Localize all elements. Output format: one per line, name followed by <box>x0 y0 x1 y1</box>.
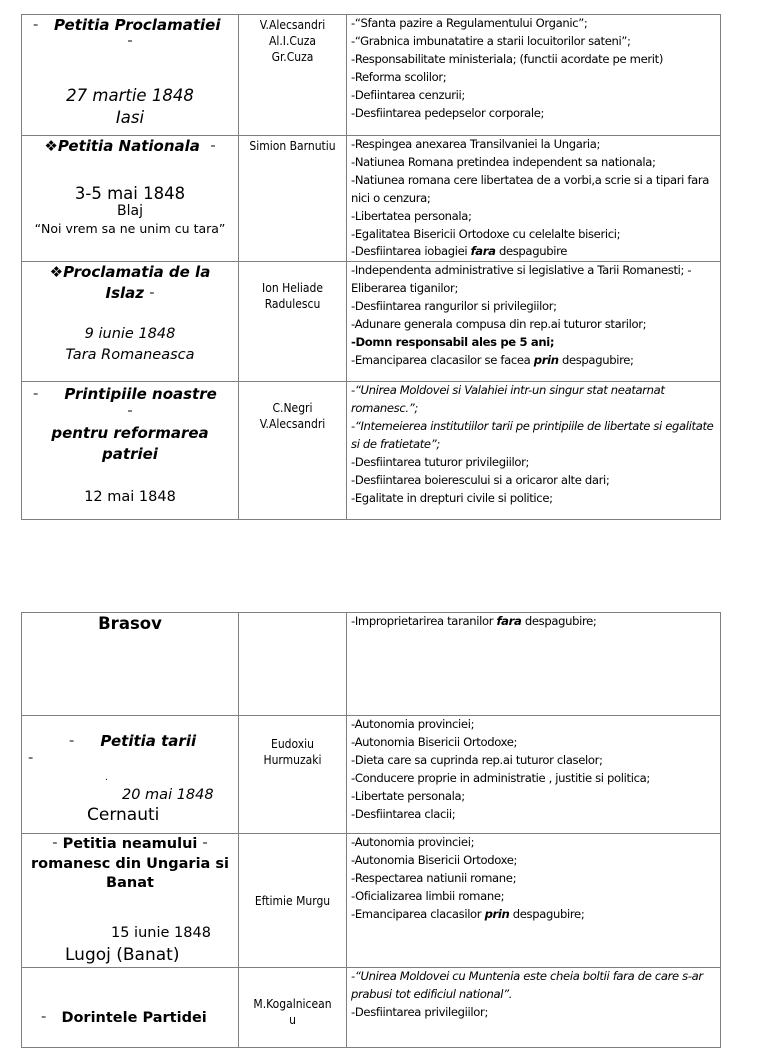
petition-title: Petitia tarii <box>100 732 197 750</box>
marker-icon: ⁼ <box>28 755 34 766</box>
provisions-cell <box>347 613 721 716</box>
provision-item: -Adunare generala compusa din rep.ai tuturor starilor; <box>351 317 647 332</box>
provision-item: -Natiunea romana cere libertatea de a vorbi,a scrie si a tipari fara nici o cenzura; <box>351 172 710 205</box>
author-name: Eudoxiu <box>271 737 314 751</box>
provision-text: -Improprietarirea taranilor <box>351 614 497 628</box>
provisions-cell <box>347 382 721 520</box>
provision-item: -Conducere proprie in administratie , justitie si politica; <box>351 770 650 785</box>
provision-item: -Libertate personala; <box>351 788 465 803</box>
provision-item: -Desfiintarea privilegiilor; <box>351 1004 489 1019</box>
provision-text: -Desfiintarea iobagiei <box>351 244 471 259</box>
table-row <box>22 262 721 382</box>
provision-item: -Libertatea personala; <box>351 208 472 223</box>
table-row <box>22 15 721 136</box>
table-row <box>22 613 721 716</box>
provision-item: -“Intemeierea institutiilor tarii pe printipiile de libertate si egalitate si de fratietate”; <box>351 419 714 452</box>
marker-icon: ⁼ <box>69 738 75 749</box>
petition-date: 15 iunie 1848 <box>111 925 211 941</box>
marker-icon: ⁼ <box>33 391 39 403</box>
table-row <box>22 968 721 1048</box>
authors-cell <box>239 262 347 382</box>
authors-cell <box>239 15 347 136</box>
provision-item: -Desfiintarea boierescului si a oricaror alte dari; <box>351 472 610 487</box>
author-name: Al.I.Cuza <box>268 34 317 48</box>
table-bottom <box>21 612 721 1048</box>
marker-icon: ⁼ <box>202 840 208 851</box>
petition-title: romanesc din Ungaria si <box>31 856 229 872</box>
provision-item: -Responsabilitate ministeriala; (functii acordate pe merit) <box>351 51 664 66</box>
provision-item <box>351 352 720 370</box>
diamond-bullet-icon: ❖ <box>44 137 58 155</box>
provision-item: -Autonomia provinciei; <box>351 835 475 849</box>
author-name: Radulescu <box>264 297 321 312</box>
petition-cell <box>22 15 239 136</box>
marker-icon: ⁼ <box>52 840 58 851</box>
petition-cell <box>22 613 239 716</box>
provision-item: -Defiintarea cenzurii; <box>351 87 465 102</box>
provision-emphasis: fara <box>470 244 496 259</box>
provision-text: despagubire; <box>509 906 585 921</box>
marker-icon: ⁼ <box>127 408 133 420</box>
petition-title: pentru reformarea patriei <box>51 424 209 464</box>
provision-item: -Reforma scolilor; <box>351 69 447 84</box>
petition-cell <box>22 262 239 382</box>
author-name: Gr.Cuza <box>271 50 314 64</box>
authors-cell <box>239 613 347 716</box>
author-name: Ion Heliade <box>262 281 323 296</box>
petition-title: Petitia Nationala <box>57 137 200 155</box>
diamond-bullet-icon: ❖ <box>49 263 64 282</box>
provision-item: -“Grabnica imbunatatire a starii locuitorilor sateni”; <box>351 33 631 48</box>
provisions-cell <box>347 262 721 382</box>
provisions-cell <box>347 716 721 834</box>
provision-emphasis: fara <box>496 614 522 628</box>
petition-place: Lugoj (Banat) <box>65 945 180 965</box>
petition-place: Iasi <box>115 108 145 127</box>
authors-cell <box>239 136 347 262</box>
provision-text: despagubire <box>495 244 568 259</box>
petition-title: Petitia Proclamatiei <box>53 16 221 34</box>
petition-quote: “Noi vrem sa ne unim cu tara” <box>34 221 226 236</box>
table-row <box>22 136 721 262</box>
author-name: C.Negri <box>272 401 313 416</box>
provision-text: despagubire; <box>558 352 634 367</box>
petition-place: Tara Romaneasca <box>65 347 195 364</box>
provision-item: -Respingea anexarea Transilvaniei la Ungaria; <box>351 137 601 151</box>
provision-item: -Desfiintarea tuturor privilegiilor; <box>351 454 530 469</box>
petition-cell <box>22 968 239 1048</box>
provisions-cell <box>347 834 721 968</box>
provision-text: despagubire; <box>521 614 597 628</box>
provision-item: -Egalitate in drepturi civile si politice; <box>351 490 553 505</box>
petition-date: 27 martie 1848 <box>66 86 194 105</box>
provision-emphasis: prin <box>484 906 510 921</box>
provision-item: -“Unirea Moldovei si Valahiei intr-un singur stat neatarnat romanesc.”; <box>351 383 665 416</box>
author-name: Hurmuzaki <box>263 753 322 767</box>
table-top <box>21 14 721 520</box>
provision-item: -Desfiintarea clacii; <box>351 806 456 821</box>
provision-item <box>351 906 720 924</box>
author-name: V.Alecsandri <box>259 18 326 32</box>
author-name: M.Kogalnicean <box>253 997 332 1011</box>
author-name: V.Alecsandri <box>259 417 326 432</box>
provisions-cell <box>347 136 721 262</box>
petition-title: Islaz <box>105 284 144 303</box>
table-row <box>22 382 721 520</box>
provision-item: -Natiunea Romana pretindea independent sa nationala; <box>351 154 656 169</box>
petition-date: 20 mai 1848 <box>122 787 214 803</box>
table-row <box>22 834 721 968</box>
marker-icon: ⁼ <box>149 290 155 302</box>
author-name: u <box>289 1013 296 1027</box>
authors-cell <box>239 968 347 1048</box>
author-name: Simion Barnutiu <box>249 139 336 153</box>
marker-icon: ⁼ <box>127 38 133 49</box>
provision-item: -Dieta care sa cuprinda rep.ai tuturor claselor; <box>351 752 603 767</box>
provision-item: -“Sfanta pazire a Regulamentului Organic”; <box>351 16 588 30</box>
marker-icon: ⁼ <box>33 22 39 33</box>
petition-title: Petitia neamului <box>62 836 198 852</box>
provision-emphasis: prin <box>533 352 559 367</box>
provision-item: -“Unirea Moldovei cu Muntenia este cheia boltii fara de care s-ar prabusi tot edificiul national”. <box>351 969 703 1001</box>
provision-item: -Desfiintarea rangurilor si privilegiilor; <box>351 299 557 314</box>
provision-item: -Desfiintarea pedepselor corporale; <box>351 105 545 120</box>
provision-text: -Emanciparea clacasilor se facea <box>351 352 534 367</box>
provision-item <box>351 613 720 631</box>
authors-cell <box>239 716 347 834</box>
provision-item: -Egalitatea Bisericii Ortodoxe cu celelalte biserici; <box>351 226 621 241</box>
marker-icon: ⁼ <box>210 143 216 154</box>
dot-mark: . <box>105 773 108 783</box>
petition-place: Blaj <box>117 203 143 219</box>
provision-item <box>351 243 720 261</box>
provision-text: -Emanciparea clacasilor <box>351 906 485 921</box>
petition-date: 9 iunie 1848 <box>84 326 176 343</box>
petition-cell <box>22 834 239 968</box>
provisions-cell <box>347 968 721 1048</box>
petition-date: 12 mai 1848 <box>84 489 176 506</box>
provision-item: -Oficializarea limbii romane; <box>351 888 505 903</box>
provision-item: -Respectarea natiunii romane; <box>351 870 517 885</box>
petition-place: Brasov <box>98 614 162 633</box>
provision-item: -Autonomia Bisericii Ortodoxe; <box>351 734 518 749</box>
provision-item: -Autonomia provinciei; <box>351 717 475 731</box>
petition-title: Proclamatia de la <box>63 263 211 282</box>
provision-item: -Independenta administrative si legislative a Tarii Romanesti; -Eliberarea tiganilor; <box>351 263 692 296</box>
petition-cell <box>22 136 239 262</box>
provision-item: -Autonomia Bisericii Ortodoxe; <box>351 852 518 867</box>
petition-cell <box>22 716 239 834</box>
petition-title: Dorintele Partidei <box>61 1010 207 1026</box>
petition-cell <box>22 382 239 520</box>
authors-cell <box>239 834 347 968</box>
marker-icon: ⁼ <box>41 1014 47 1025</box>
author-name: Eftimie Murgu <box>254 893 331 908</box>
table-row <box>22 716 721 834</box>
petition-place: Cernauti <box>87 805 160 825</box>
petition-date: 3-5 mai 1848 <box>74 184 186 203</box>
authors-cell <box>239 382 347 520</box>
provision-item: -Domn responsabil ales pe 5 ani; <box>351 334 555 349</box>
petition-title: Banat <box>106 875 154 891</box>
petition-title: Printipiile noastre <box>64 385 217 404</box>
provisions-cell <box>347 15 721 136</box>
